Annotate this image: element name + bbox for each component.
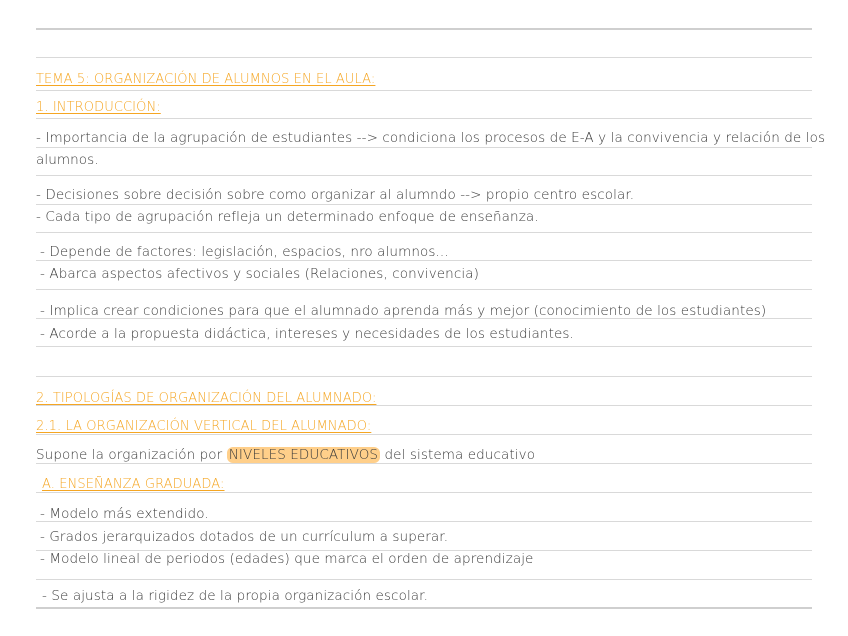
rule-line (36, 118, 812, 119)
rule-line (36, 289, 812, 290)
list-item: - Depende de factores: legislación, espacios, nro alumnos... (40, 244, 449, 260)
supone-text-post: del sistema educativo (384, 447, 536, 463)
rule-line (36, 90, 812, 91)
list-item: - Grados jerarquizados dotados de un currículum a superar. (40, 529, 449, 545)
rule-line (36, 579, 812, 580)
rule-line (36, 346, 812, 347)
rule-line (36, 175, 812, 176)
page-title: TEMA 5: ORGANIZACIÓN DE ALUMNOS EN EL AULA: (36, 72, 376, 87)
rule-line (36, 147, 812, 148)
rule-line (36, 376, 812, 377)
supone-line (36, 447, 535, 463)
list-item: - Abarca aspectos afectivos y sociales (Relaciones, convivencia) (40, 266, 479, 282)
highlighted-term: NIVELES EDUCATIVOS (228, 447, 379, 463)
section-heading-introduccion: 1. INTRODUCCIÓN: (36, 100, 161, 115)
list-item: - Implica crear condiciones para que el alumnado aprenda más y mejor (conocimiento de los estudiantes) (40, 303, 767, 319)
list-item: - Decisiones sobre decisión sobre como organizar al alumndo --> propio centro escolar. (36, 187, 635, 203)
section-heading-tipologias: 2. TIPOLOGÍAS DE ORGANIZACIÓN DEL ALUMNADO: (36, 391, 377, 406)
rule-line (36, 57, 812, 58)
supone-text-pre: Supone la organización por (36, 447, 223, 463)
rule-line (36, 232, 812, 233)
list-item: - Modelo lineal de periodos (edades) que marca el orden de aprendizaje (40, 551, 534, 567)
rule-line (36, 492, 812, 493)
subsection-heading-vertical: 2.1. LA ORGANIZACIÓN VERTICAL DEL ALUMNADO: (36, 419, 372, 434)
list-item: - Se ajusta a la rigidez de la propia organización escolar. (42, 588, 428, 604)
rule-line (36, 463, 812, 464)
subsubsection-heading-graduada: A. ENSEÑANZA GRADUADA: (42, 477, 225, 492)
list-item: - Modelo más extendido. (40, 506, 209, 522)
rule-line (36, 434, 812, 435)
list-item: - Importancia de la agrupación de estudiantes --> condiciona los procesos de E-A y la convivencia y relación de los (36, 130, 826, 146)
list-item: - Cada tipo de agrupación refleja un determinado enfoque de enseñanza. (36, 209, 539, 225)
rule-line (36, 607, 812, 609)
list-item: - Acorde a la propuesta didáctica, intereses y necesidades de los estudiantes. (40, 326, 574, 342)
rule-line (36, 260, 812, 261)
rule-line (36, 28, 812, 30)
rule-line (36, 204, 812, 205)
list-item-continuation: alumnos. (36, 152, 99, 168)
